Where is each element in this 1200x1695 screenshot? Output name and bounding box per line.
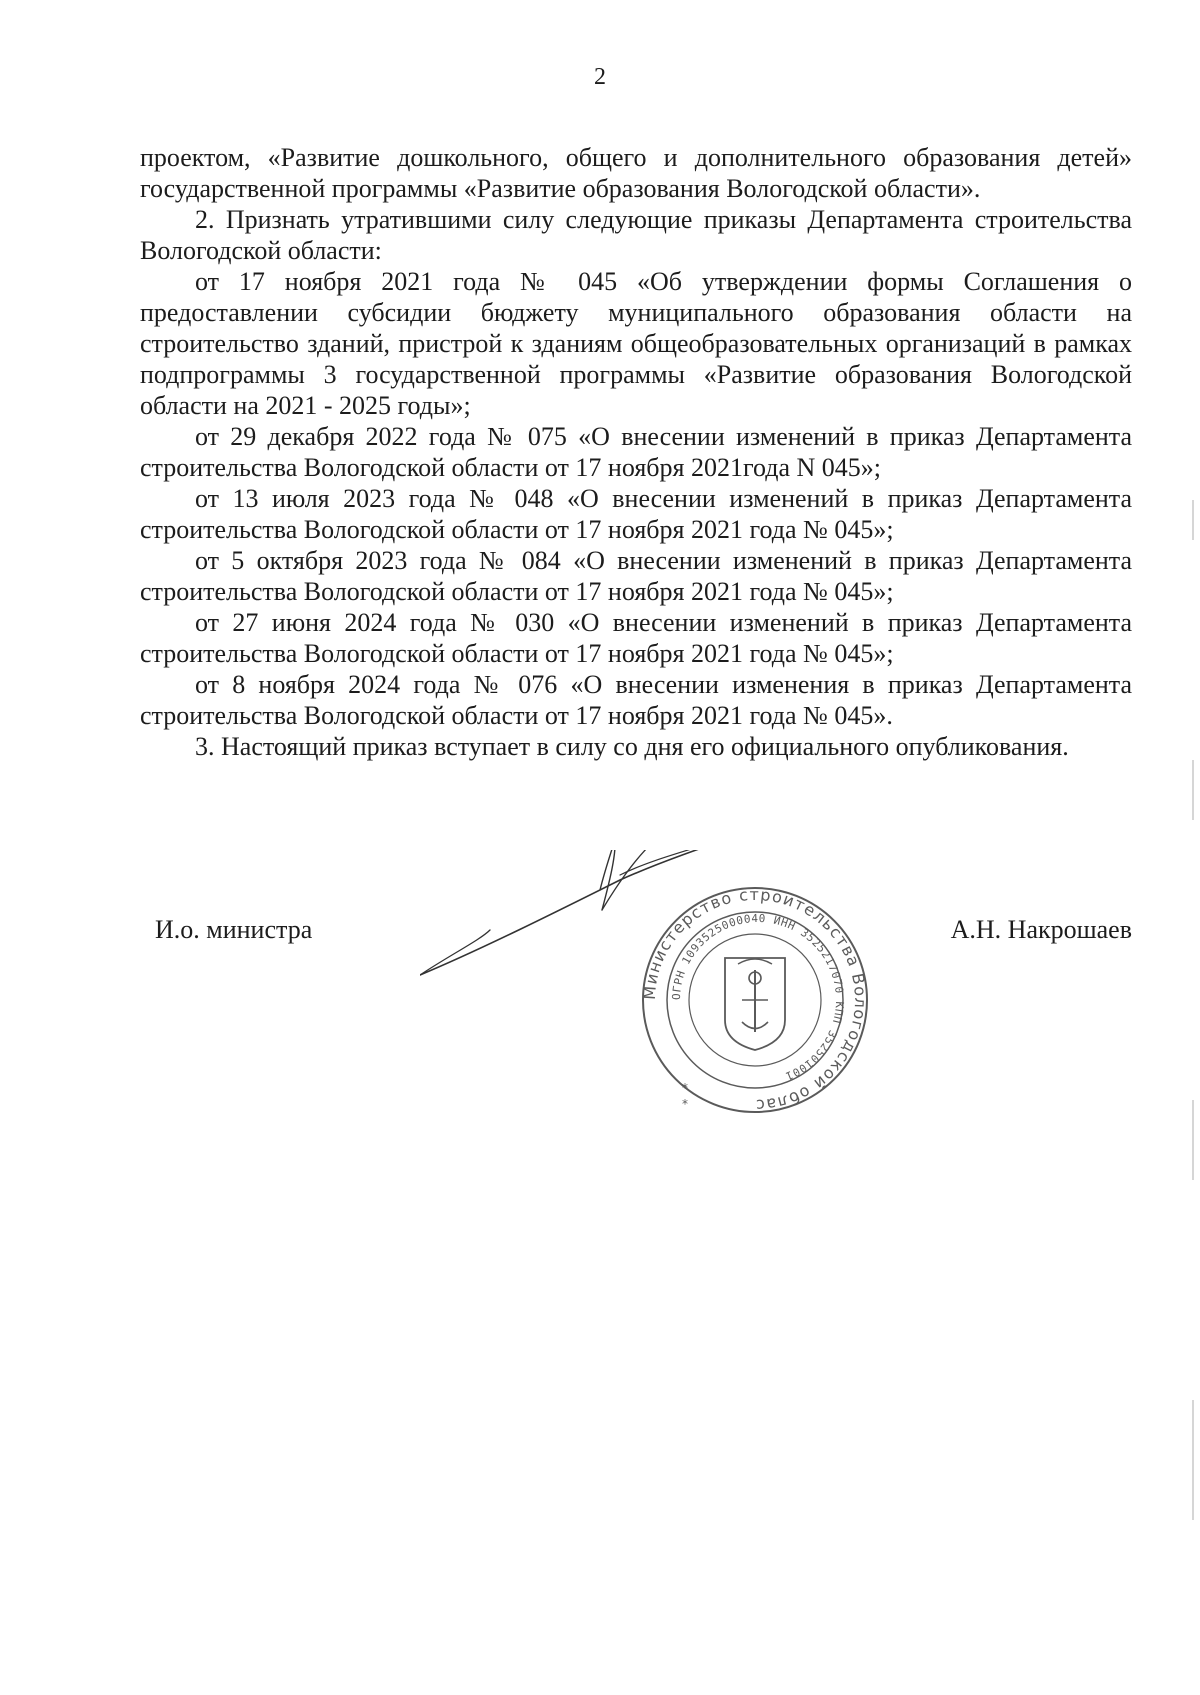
paragraph-order-2024-076: от 8 ноября 2024 года № 076 «О внесении изменения в приказ Департамента строительства Вологодской области от 17 ноября 2021 года № 045». [140, 670, 1132, 730]
signatory-role: И.о. министра [155, 915, 313, 944]
coat-of-arms-icon [725, 958, 785, 1050]
paragraph-order-2021-045: от 17 ноября 2021 года № 045 «Об утверждении формы Соглашения о предоставлении субсидии бюджету муниципального образования области на строительство зданий, пристрой к зданиям общеобразовательных организаций в рамках подпрограммы 3 государственной программы «Развитие образования Вологодской области на 2021 - 2025 годы»; [140, 267, 1132, 420]
handwritten-signature [420, 850, 720, 975]
seal-inner-text: ОГРН 1093525000040 ИНН 3525217070 КПП 352501001 [669, 911, 847, 1083]
scan-edge-mark [1192, 1100, 1194, 1180]
svg-text:*: * [682, 1081, 688, 1095]
signature-and-seal [420, 850, 880, 1140]
paragraph-order-2024-030: от 27 июня 2024 года № 030 «О внесении изменений в приказ Департамента строительства Вологодской области от 17 ноября 2021 года № 045»; [140, 608, 1132, 668]
paragraph-item-2: 2. Признать утратившими силу следующие приказы Департамента строительства Вологодской области: [140, 205, 1132, 265]
seal-outer-text: Министерство строительства Вологодской облас [639, 884, 871, 1116]
seal-star-icons [682, 1081, 688, 1111]
paragraph-order-2023-084: от 5 октября 2023 года № 084 «О внесении изменений в приказ Департамента строительства Вологодской области от 17 ноября 2021 года № 045»; [140, 546, 1132, 606]
document-body [140, 142, 1132, 762]
svg-text:*: * [682, 1097, 688, 1111]
page-number: 2 [594, 64, 606, 90]
paragraph-continuation: проектом, «Развитие дошкольного, общего и дополнительного образования детей» государственной программы «Развитие образования Вологодской области». [140, 143, 1132, 203]
scan-edge-mark [1192, 760, 1194, 820]
paragraph-order-2022-075: от 29 декабря 2022 года № 075 «О внесении изменений в приказ Департамента строительства Вологодской области от 17 ноября 2021года N 045»; [140, 422, 1132, 482]
seal-svg [420, 850, 880, 1140]
paragraph-order-2023-048: от 13 июля 2023 года № 048 «О внесении изменений в приказ Департамента строительства Вологодской области от 17 ноября 2021 года № 045»; [140, 484, 1132, 544]
signatory-name: А.Н. Накрошаев [950, 915, 1132, 944]
paragraph-item-3: 3. Настоящий приказ вступает в силу со дня его официального опубликования. [195, 732, 1069, 761]
scan-edge-mark [1192, 1400, 1194, 1520]
scan-edge-mark [1192, 500, 1194, 540]
